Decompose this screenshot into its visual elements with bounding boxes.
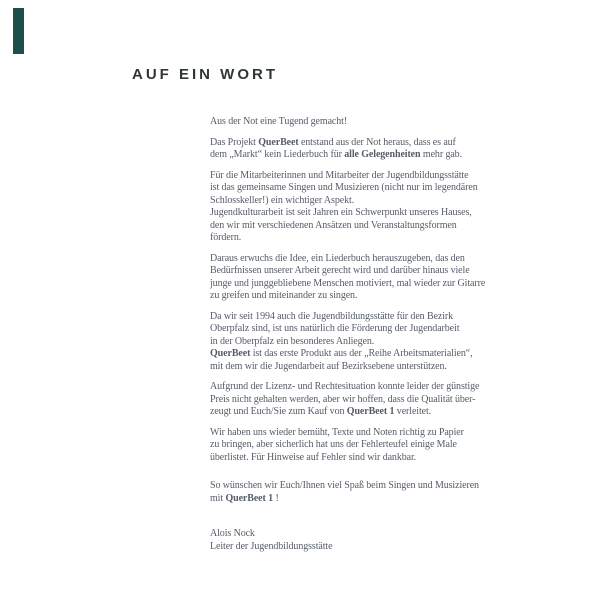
text-line — [210, 137, 510, 150]
text: Bedürfnissen unserer Arbeit gerecht wird und darüber hinaus viele — [210, 265, 470, 276]
paragraph — [210, 480, 510, 505]
text-line — [210, 323, 510, 336]
signature-name: Alois Nock — [210, 528, 255, 539]
text: fördern. — [210, 232, 242, 243]
text: mit dem wir die Jugendarbeit auf Bezirksebene unterstützen. — [210, 360, 447, 372]
paragraph — [210, 311, 510, 374]
text: mehr gab. — [420, 149, 462, 160]
text-line — [210, 348, 510, 361]
text-line — [210, 452, 510, 465]
text-line — [210, 182, 510, 195]
text-line — [210, 116, 510, 129]
bold-text: QuerBeet — [258, 136, 299, 148]
paragraph — [210, 116, 510, 129]
text-line — [210, 493, 510, 506]
text-line — [210, 207, 510, 220]
bold-text: QuerBeet 1 — [346, 406, 395, 417]
text: Jugendkulturarbeit ist seit Jahren ein Schwerpunkt unseres Hauses, — [210, 207, 472, 218]
text: überlistet. Für Hinweise auf Fehler sind wir dankbar. — [210, 451, 417, 463]
text-line — [210, 311, 510, 324]
text-line — [210, 361, 510, 374]
text-line — [210, 149, 510, 162]
text: ist das gemeinsame Singen und Musizieren (nicht nur im legendären — [210, 182, 478, 193]
paragraph — [210, 381, 510, 419]
text-line — [210, 290, 510, 303]
text-line — [210, 439, 510, 452]
text: in der Oberpfalz ein besonderes Anliegen. — [210, 335, 375, 347]
text-line — [210, 220, 510, 233]
page-title: AUF EIN WORT — [132, 66, 278, 83]
text: den wir mit verschiedenen Ansätzen und Veranstaltungsformen — [210, 219, 457, 231]
text-line — [210, 232, 510, 245]
bold-text: QuerBeet — [210, 348, 251, 359]
text-line — [210, 253, 510, 266]
paragraph — [210, 253, 510, 303]
text-line — [210, 480, 510, 493]
bold-text: QuerBeet 1 — [225, 492, 274, 504]
text: Für die Mitarbeiterinnen und Mitarbeiter der Jugendbildungsstätte — [210, 169, 469, 181]
text: Das Projekt — [210, 136, 259, 148]
text-line — [210, 406, 510, 419]
text-line — [210, 265, 510, 278]
paragraph — [210, 137, 510, 162]
text: ist das erste Produkt aus der „Reihe Arbeitsmaterialien“, — [250, 348, 473, 359]
paragraph — [210, 170, 510, 245]
text: junge und junggebliebene Menschen motiviert, mal wieder zur Gitarre — [210, 277, 486, 289]
text: zu bringen, aber sicherlich hat uns der Fehlerteufel einige Male — [210, 439, 457, 450]
text-line — [210, 336, 510, 349]
text: verleitet. — [394, 406, 432, 417]
text: Da wir seit 1994 auch die Jugendbildungsstätte für den Bezirk — [210, 310, 454, 322]
bold-text: alle Gelegenheiten — [344, 149, 421, 160]
text: Aus der Not eine Tugend gemacht! — [210, 116, 348, 127]
text: dem „Markt“ kein Liederbuch für — [210, 149, 345, 160]
text: Schlosskeller!) ein wichtiger Aspekt. — [210, 194, 355, 206]
text: entstand aus der Not heraus, dass es auf — [298, 136, 456, 148]
text: Wir haben uns wieder bemüht, Texte und Noten richtig zu Papier — [210, 426, 464, 438]
text-line — [210, 394, 510, 407]
text: ! — [273, 492, 279, 504]
text-line — [210, 195, 510, 208]
text-line — [210, 170, 510, 183]
paragraph — [210, 427, 510, 465]
text-line — [210, 381, 510, 394]
text: Oberpfalz sind, ist uns natürlich die Förderung der Jugendarbeit — [210, 323, 460, 334]
text: zu greifen und miteinander zu singen. — [210, 290, 358, 301]
text: Preis nicht gehalten werden, aber wir hoffen, dass die Qualität über- — [210, 393, 476, 405]
text: So wünschen wir Euch/Ihnen viel Spaß beim Singen und Musizieren — [210, 480, 479, 491]
text-line — [210, 427, 510, 440]
text: Daraus erwuchs die Idee, ein Liederbuch herauszugeben, das den — [210, 252, 465, 264]
signature-role: Leiter der Jugendbildungsstätte — [210, 541, 333, 552]
corner-accent-bar — [13, 8, 24, 54]
text: mit — [210, 492, 226, 504]
text: zeugt und Euch/Sie zum Kauf von — [210, 406, 347, 417]
signature-block — [210, 527, 332, 553]
text-line — [210, 278, 510, 291]
text: Aufgrund der Lizenz- und Rechtesituation konnte leider der günstige — [210, 381, 480, 392]
foreword-paragraphs — [210, 116, 510, 505]
